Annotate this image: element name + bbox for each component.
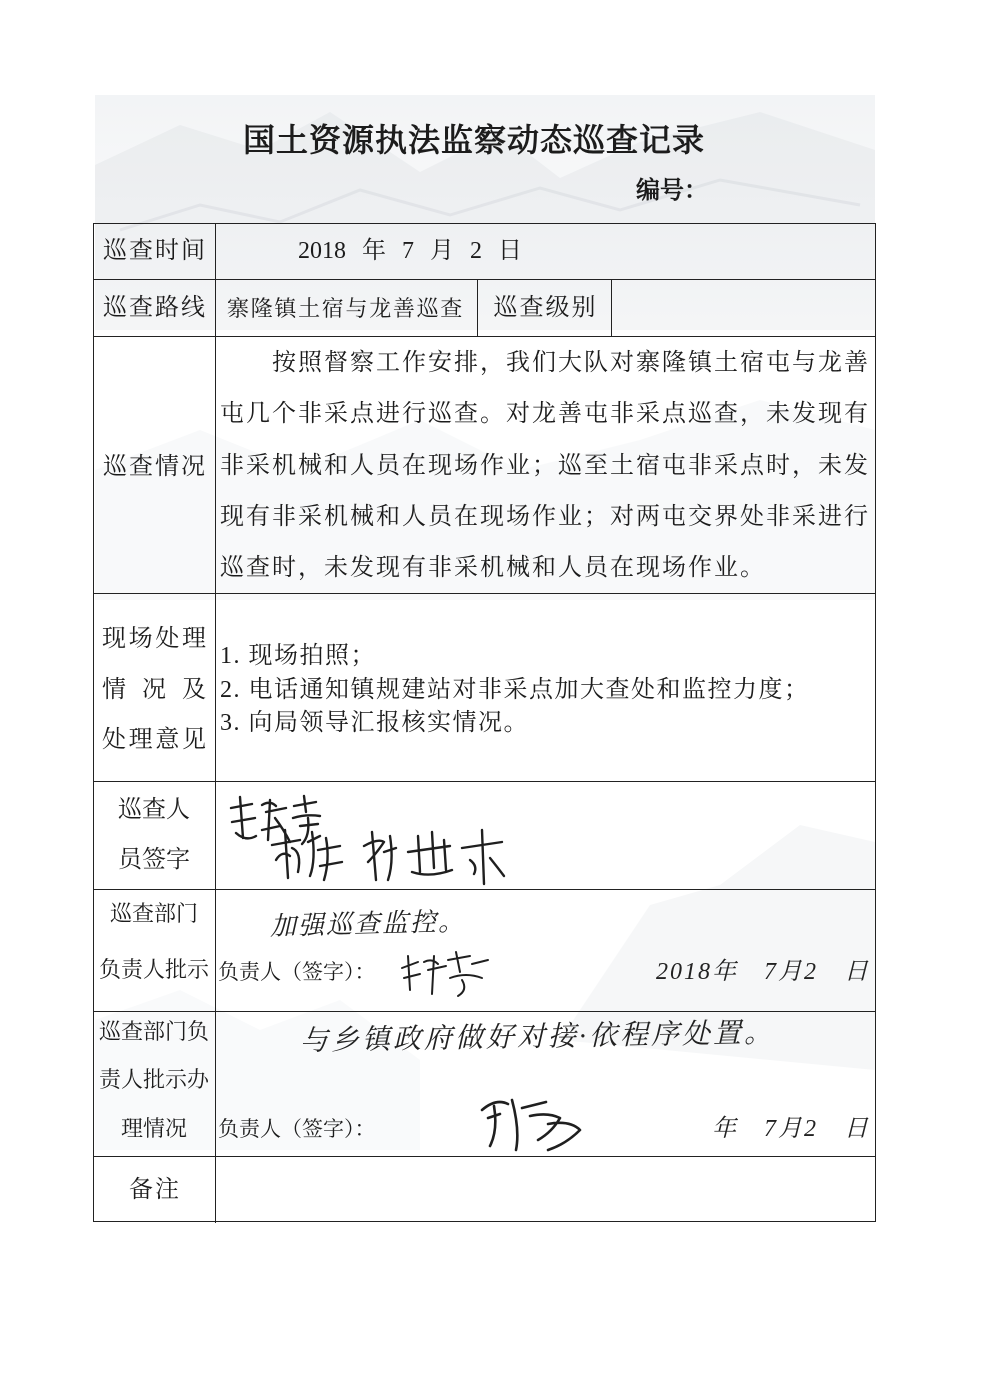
label-cell bbox=[94, 224, 216, 279]
row-onsite-handling bbox=[94, 593, 875, 781]
signer-label: 负责人（签字）： bbox=[218, 1117, 376, 1141]
inspection-situation-paragraph bbox=[220, 338, 870, 594]
row-remarks bbox=[94, 1156, 875, 1223]
paragraph-line: 巡查时，未发现有非采机械和人员在现场作业。 bbox=[220, 555, 766, 582]
inspection-time-label: 巡查时间 bbox=[103, 238, 207, 264]
inspection-level-cell bbox=[477, 280, 612, 336]
instruction-date: 2018年 7月2 日 bbox=[656, 959, 870, 985]
onsite-handling-label-line: 处理意见 bbox=[102, 727, 206, 753]
inspection-route-value: 寨隆镇土宿与龙善巡查 bbox=[227, 296, 465, 321]
label-cell bbox=[94, 1012, 216, 1156]
signer-label: 负责人（签字）： bbox=[218, 960, 376, 984]
instruction-handling-label-line: 责人批示办 bbox=[98, 1067, 209, 1092]
document-title: 国土资源执法监察动态巡查记录 bbox=[243, 122, 706, 158]
row-department-instruction bbox=[94, 889, 875, 1011]
row-inspection-situation bbox=[94, 336, 875, 593]
value-cell bbox=[216, 1012, 875, 1156]
handwritten-handling-note: 与乡镇政府做好对接·依程序处置。 bbox=[299, 1017, 776, 1057]
signature-cell bbox=[216, 782, 875, 889]
row-inspection-route bbox=[94, 279, 875, 336]
inspection-level-label: 巡查级别 bbox=[493, 295, 598, 321]
inspector-signature-label-line: 员签字 bbox=[118, 847, 190, 873]
value-cell bbox=[216, 224, 875, 279]
label-cell bbox=[94, 337, 216, 593]
value-cell bbox=[216, 337, 875, 593]
value-cell bbox=[216, 594, 875, 781]
label-cell bbox=[94, 280, 216, 336]
label-cell bbox=[94, 594, 216, 781]
serial-number-label: 编号： bbox=[636, 178, 708, 204]
row-inspection-time bbox=[94, 224, 875, 279]
label-cell bbox=[94, 1157, 216, 1223]
row-inspector-signature bbox=[94, 781, 875, 889]
list-item: 3. 向局领导汇报核实情况。 bbox=[220, 710, 529, 736]
inspection-time-value: 2018 年 7 月 2 日 bbox=[298, 238, 522, 264]
inspection-route-label: 巡查路线 bbox=[103, 295, 207, 321]
instruction-handling-label-line: 理情况 bbox=[120, 1116, 187, 1141]
department-instruction-label-line: 负责人批示 bbox=[98, 957, 209, 982]
handling-measures-list bbox=[220, 640, 810, 741]
list-item: 1. 现场拍照； bbox=[220, 643, 376, 669]
label-cell bbox=[94, 782, 216, 889]
paragraph-line: 按照督察工作安排，我们大队对寨隆镇土宿屯与龙善 bbox=[272, 350, 870, 376]
paragraph-line: 非采机械和人员在现场作业；巡至土宿屯非采点时，未发 bbox=[220, 452, 870, 479]
list-item: 2. 电话通知镇规建站对非采点加大查处和监控力度； bbox=[220, 676, 810, 703]
paragraph-line: 屯几个非采点进行巡查。对龙善屯非采点巡查，未发现有 bbox=[220, 401, 870, 428]
department-instruction-label-line: 巡查部门 bbox=[109, 901, 198, 926]
inspection-record-table bbox=[93, 223, 876, 1222]
label-cell bbox=[94, 890, 216, 1011]
onsite-handling-label-line: 情 况 及 bbox=[102, 677, 206, 703]
value-cell bbox=[216, 280, 875, 336]
remarks-label: 备注 bbox=[129, 1177, 181, 1203]
inspection-situation-label: 巡查情况 bbox=[103, 454, 207, 480]
remarks-value-cell bbox=[216, 1157, 875, 1223]
onsite-handling-label-line: 现场处理 bbox=[102, 626, 206, 652]
handling-date: 年 7月2 日 bbox=[712, 1116, 870, 1142]
paragraph-line: 现有非采机械和人员在现场作业；对两屯交界处非采进行 bbox=[220, 503, 870, 530]
value-cell bbox=[216, 890, 875, 1011]
instruction-handling-label-line: 巡查部门负 bbox=[98, 1019, 209, 1044]
inspector-signature-label-line: 巡查人 bbox=[118, 797, 190, 823]
handwritten-instruction: 加强巡查监控。 bbox=[269, 906, 467, 941]
row-instruction-handling bbox=[94, 1011, 875, 1156]
